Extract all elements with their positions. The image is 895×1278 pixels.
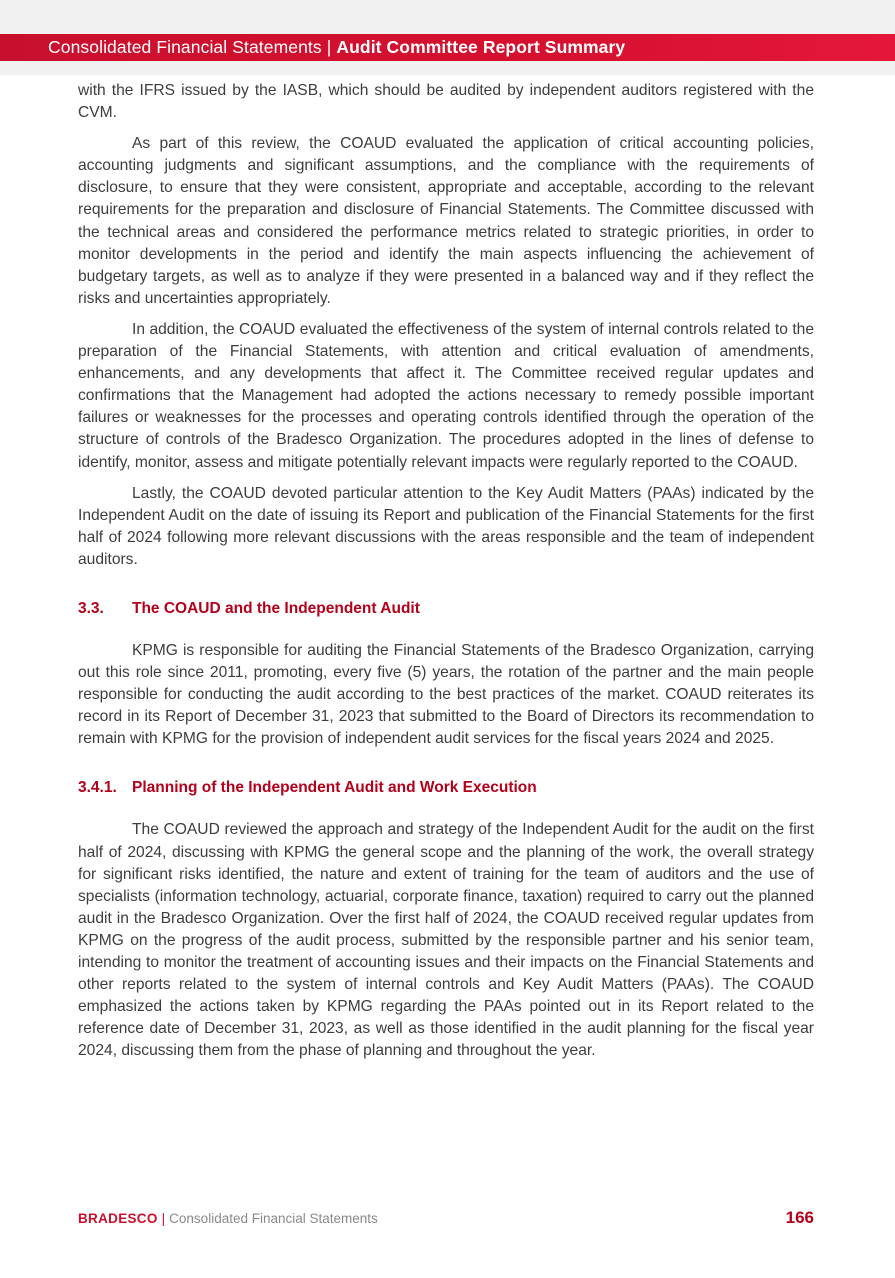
section-number: 3.4.1. xyxy=(78,779,117,797)
header-right-title: Audit Committee Report Summary xyxy=(336,37,626,57)
header-title xyxy=(48,37,625,58)
page-content xyxy=(78,80,814,1071)
header-bar xyxy=(0,34,895,61)
paragraph-planning: The COAUD reviewed the approach and strategy of the Independent Audit for the audit on the first half of 2024, discussing with KPMG the general scope and the planning of the work, the overall strategy for significant risks identified, the nature and extent of training for the team of auditors and the use of specialists (information technology, actuarial, corporate finance, taxation) required to carry out the planned audit in the Bradesco Organization. Over the first half of 2024, the COAUD received regular updates from KPMG on the progress of the audit process, submitted by the responsible partner and his senior team, intending to monitor the treatment of accounting issues and their impacts on the Financial Statements and other reports related to the system of internal controls and Key Audit Matters (PAAs). The COAUD emphasized the actions taken by KPMG regarding the PAAs pointed out in its Report related to the reference date of December 31, 2023, as well as those identified in the audit planning for the fiscal year 2024, discussing them from the phase of planning and throughout the year. xyxy=(78,821,814,1060)
page-number: 166 xyxy=(785,1208,814,1227)
section-heading-3-3 xyxy=(78,598,814,620)
page-footer xyxy=(78,1206,814,1230)
footer-brand: BRADESCO xyxy=(78,1210,158,1226)
header-separator: | xyxy=(326,37,332,57)
paragraph-kpmg: KPMG is responsible for auditing the Financial Statements of the Bradesco Organization, carrying out this role since 2011, promoting, every five (5) years, the rotation of the partner and the main people responsible for conducting the audit according to the best practices of the market. COAUD reiterates its record in its Report of December 31, 2023 that submitted to the Board of Directors its recommendation to remain with KPMG for the provision of independent audit services for the fiscal years 2024 and 2025. xyxy=(78,641,814,748)
section-heading-3-4-1 xyxy=(78,777,814,799)
paragraph-continued: with the IFRS issued by the IASB, which should be audited by independent auditors registered with the CVM. xyxy=(78,82,814,122)
footer-left xyxy=(78,1211,378,1226)
footer-separator: | xyxy=(161,1210,166,1226)
section-title: Planning of the Independent Audit and Work Execution xyxy=(132,779,537,797)
section-number: 3.3. xyxy=(78,599,104,617)
paragraph-internal-controls: In addition, the COAUD evaluated the effectiveness of the system of internal controls related to the preparation of the Financial Statements, with attention and critical evaluation of amendments, enhancements, and any developments that affect it. The Committee received regular updates and confirmations that the Management had adopted the actions necessary to remedy possible important failures or weaknesses for the processes and operating controls identified through the operation of the structure of controls of the Bradesco Organization. The procedures adopted in the lines of defense to identify, monitor, assess and mitigate potentially relevant impacts were regularly reported to the COAUD. xyxy=(78,320,814,471)
paragraph-review: As part of this review, the COAUD evaluated the application of critical accounting policies, accounting judgments and significant assumptions, and the compliance with the requirements of disclosure, to ensure that they were consistent, appropriate and acceptable, according to the relevant requirements for the preparation and disclosure of Financial Statements. The Committee discussed with the technical areas and considered the performance metrics related to strategic priorities, in order to monitor developments in the period and identify the main aspects influencing the achievement of budgetary targets, as well as to analyze if they were presented in a balanced way and if they reflect the risks and uncertainties appropriately. xyxy=(78,135,814,307)
section-title: The COAUD and the Independent Audit xyxy=(132,599,420,617)
footer-doc-title: Consolidated Financial Statements xyxy=(169,1210,378,1226)
header-left-title: Consolidated Financial Statements xyxy=(48,37,322,57)
paragraph-key-audit-matters: Lastly, the COAUD devoted particular attention to the Key Audit Matters (PAAs) indicated by the Independent Audit on the date of issuing its Report and publication of the Financial Statements for the first half of 2024 following more relevant discussions with the areas responsible and the team of independent auditors. xyxy=(78,484,814,568)
